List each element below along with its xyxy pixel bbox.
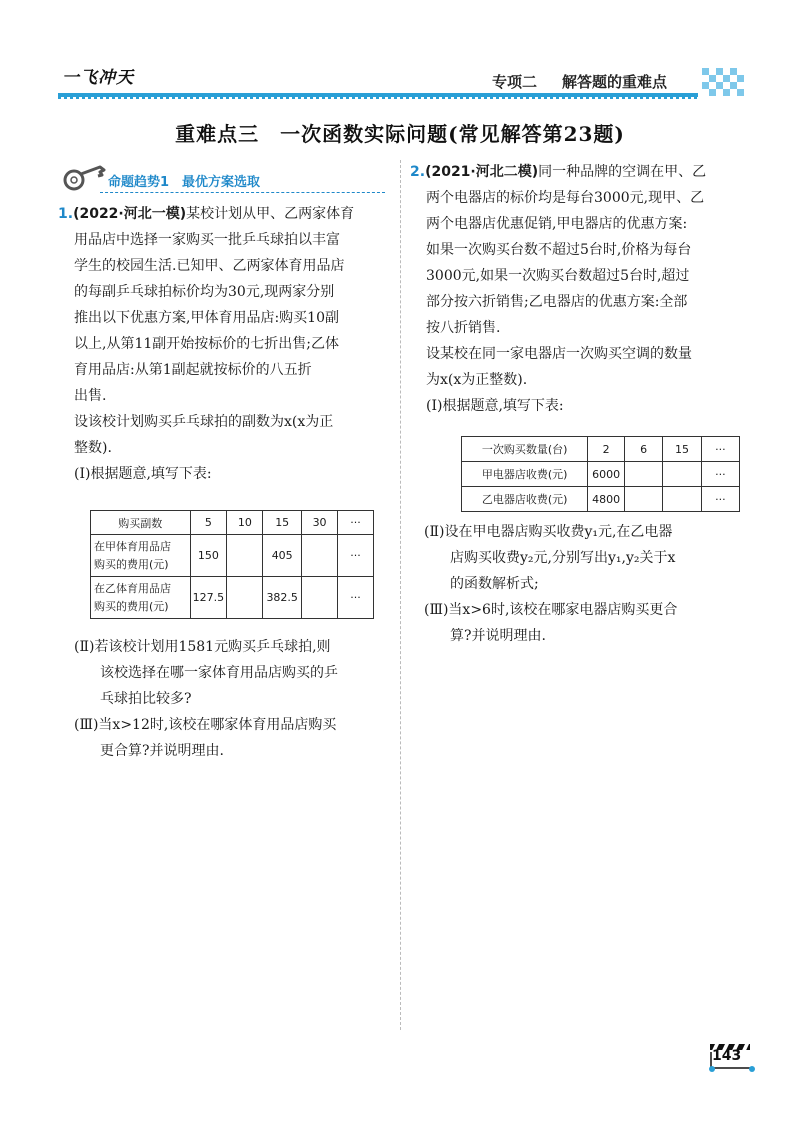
question-1-part-2 bbox=[74, 634, 396, 764]
table-cell: 150 bbox=[190, 535, 227, 577]
text-line: 设该校计划购买乒乓球拍的副数为x(x为正 bbox=[74, 414, 334, 430]
text-line: 整数). bbox=[74, 440, 112, 456]
table-cell bbox=[302, 577, 338, 619]
question-number: 2. bbox=[410, 164, 426, 180]
table-cell: 382.5 bbox=[263, 577, 302, 619]
table-header-cell: 15 bbox=[263, 511, 302, 535]
table-cell: 4800 bbox=[588, 487, 625, 512]
text-line: 按八折销售. bbox=[426, 320, 501, 336]
question-1-text bbox=[58, 201, 393, 487]
table-row bbox=[91, 535, 374, 577]
table-cell bbox=[625, 487, 663, 512]
trend-underline bbox=[100, 192, 385, 193]
table-header-row bbox=[462, 437, 740, 462]
table-row-label: 甲电器店收费(元) bbox=[462, 462, 588, 487]
checker-pattern-icon bbox=[702, 68, 748, 98]
text-line: 育用品店:从第1副起就按标价的八五折 bbox=[74, 362, 312, 378]
text-line: 3000元,如果一次购买台数超过5台时,超过 bbox=[426, 268, 690, 284]
text-line: 的每副乒乓球拍标价均为30元,现两家分别 bbox=[74, 284, 335, 300]
table-row bbox=[91, 577, 374, 619]
text-line: 乓球拍比较多? bbox=[100, 691, 192, 707]
text-line: 部分按六折销售;乙电器店的优惠方案:全部 bbox=[426, 294, 688, 310]
table-header-cell: 10 bbox=[227, 511, 263, 535]
table-cell: ··· bbox=[701, 487, 739, 512]
text-line: (Ⅰ)根据题意,填写下表: bbox=[426, 398, 564, 414]
table-cell: ··· bbox=[338, 577, 374, 619]
table-header-cell: 一次购买数量(台) bbox=[462, 437, 588, 462]
table-cell: ··· bbox=[701, 462, 739, 487]
page-title: 重难点三 一次函数实际问题(常见解答第23题) bbox=[175, 122, 625, 146]
text-line: 该校选择在哪一家体育用品店购买的乒 bbox=[100, 665, 338, 681]
column-divider bbox=[400, 160, 401, 1030]
text-line: 更合算?并说明理由. bbox=[100, 743, 224, 759]
table-cell: 6000 bbox=[588, 462, 625, 487]
text-line: 出售. bbox=[74, 388, 107, 404]
table-row-label: 在乙体育用品店 购买的费用(元) bbox=[91, 577, 191, 619]
text-line: 学生的校园生活.已知甲、乙两家体育用品店 bbox=[74, 258, 345, 274]
q1-table bbox=[90, 510, 374, 619]
text-line: (Ⅱ)设在甲电器店购买收费y₁元,在乙电器 bbox=[424, 524, 673, 540]
table-row-label: 在甲体育用品店 购买的费用(元) bbox=[91, 535, 191, 577]
text-line: 用品店中选择一家购买一批乒乓球拍以丰富 bbox=[74, 232, 340, 248]
table-row bbox=[462, 462, 740, 487]
question-2-part-2 bbox=[424, 519, 754, 649]
text-line: 如果一次购买台数不超过5台时,价格为每台 bbox=[426, 242, 692, 258]
table-header-row bbox=[91, 511, 374, 535]
page-number: 143 bbox=[712, 1048, 742, 1064]
table-cell bbox=[227, 535, 263, 577]
text-line: (Ⅲ)当x>6时,该校在哪家电器店购买更合 bbox=[424, 602, 678, 618]
question-source: (2021·河北二模) bbox=[425, 164, 539, 180]
table-row bbox=[462, 487, 740, 512]
table-header-cell: 5 bbox=[190, 511, 227, 535]
table-cell: 405 bbox=[263, 535, 302, 577]
text-line: 某校计划从甲、乙两家体育 bbox=[186, 206, 355, 222]
header-dotted-rule bbox=[58, 97, 698, 99]
table-header-cell: 15 bbox=[663, 437, 701, 462]
text-line: 的函数解析式; bbox=[450, 576, 539, 592]
table-cell bbox=[625, 462, 663, 487]
text-line: 以上,从第11副开始按标价的七折出售;乙体 bbox=[74, 336, 339, 352]
section-label: 专项二 bbox=[492, 73, 538, 91]
text-line: (Ⅲ)当x>12时,该校在哪家体育用品店购买 bbox=[74, 717, 337, 733]
table-cell: ··· bbox=[338, 535, 374, 577]
trend-label: 命题趋势1 最优方案选取 bbox=[108, 175, 261, 190]
question-number: 1. bbox=[58, 206, 74, 222]
section-title: 解答题的重难点 bbox=[562, 73, 668, 91]
table-cell bbox=[663, 462, 701, 487]
brand-logo: 一飞冲天 bbox=[62, 68, 134, 88]
table-cell: 127.5 bbox=[190, 577, 227, 619]
table-header-cell: 2 bbox=[588, 437, 625, 462]
text-line: 算?并说明理由. bbox=[450, 628, 546, 644]
table-cell bbox=[227, 577, 263, 619]
table-header-cell: 6 bbox=[625, 437, 663, 462]
table-cell bbox=[302, 535, 338, 577]
text-line: 为x(x为正整数). bbox=[426, 372, 528, 388]
table-header-cell: 购买副数 bbox=[91, 511, 191, 535]
question-2-text bbox=[410, 159, 745, 419]
text-line: 推出以下优惠方案,甲体育用品店:购买10副 bbox=[74, 310, 339, 326]
text-line: 两个电器店的标价均是每台3000元,现甲、乙 bbox=[426, 190, 705, 206]
table-header-cell: 30 bbox=[302, 511, 338, 535]
table-cell bbox=[663, 487, 701, 512]
text-line: (Ⅰ)根据题意,填写下表: bbox=[74, 466, 212, 482]
question-source: (2022·河北一模) bbox=[73, 206, 187, 222]
table-header-cell: ··· bbox=[701, 437, 739, 462]
text-line: (Ⅱ)若该校计划用1581元购买乒乓球拍,则 bbox=[74, 639, 331, 655]
text-line: 两个电器店优惠促销,甲电器店的优惠方案: bbox=[426, 216, 688, 232]
table-row-label: 乙电器店收费(元) bbox=[462, 487, 588, 512]
text-line: 同一种品牌的空调在甲、乙 bbox=[538, 164, 707, 180]
text-line: 设某校在同一家电器店一次购买空调的数量 bbox=[426, 346, 692, 362]
q2-table bbox=[461, 436, 740, 512]
text-line: 店购买收费y₂元,分别写出y₁,y₂关于x bbox=[450, 550, 676, 566]
table-header-cell: ··· bbox=[338, 511, 374, 535]
